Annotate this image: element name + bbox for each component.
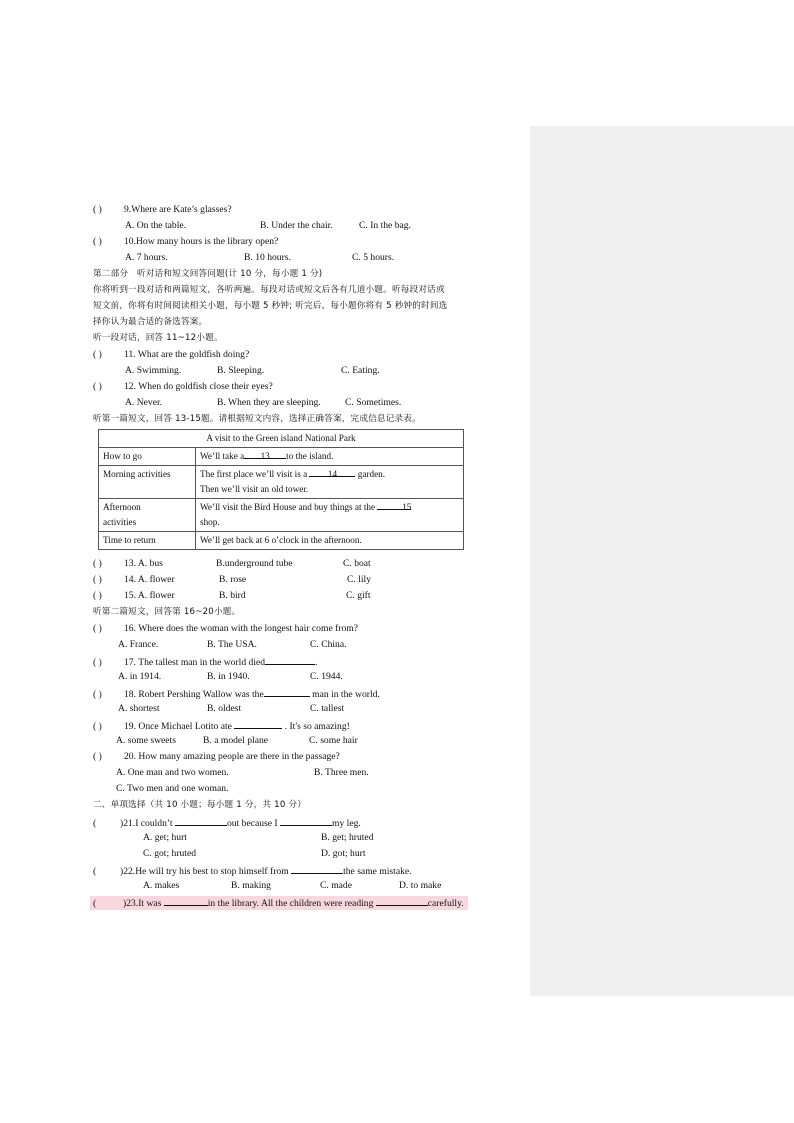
question-stem: the same mistake. [343,866,412,877]
option-b: B. Sleeping. [217,365,265,376]
answer-paren[interactable]: ( [93,818,97,829]
row-text: The first place we’ll visit is a [200,469,310,479]
option-c: C. boat [343,558,371,569]
option-c: C. got; hruted [143,848,197,859]
question-stem: 9.Where are Kate’s glasses? [124,204,232,215]
question-14 [93,574,371,586]
question-22 [93,864,412,878]
table-row [99,448,464,466]
question-stem: my leg. [332,818,361,829]
question-21-options-row2 [143,848,366,860]
option-c: C. China. [310,639,347,650]
question-stem: man in the world. [309,689,380,700]
question-stem: 19. Once Michael Lotito ate [124,721,235,732]
question-stem: I couldn’t [135,818,175,829]
question-10 [93,236,278,248]
question-21 [93,816,361,830]
question-12-options [125,397,401,409]
option-a: A. some sweets [116,735,176,746]
answer-paren[interactable]: ( ) [93,349,102,360]
blank[interactable] [175,816,227,826]
option-b: B. making [231,880,271,891]
row-text: We’ll take a [200,451,245,461]
option-a: A. France. [118,639,159,650]
passage2-note: 听第二篇短文，回答第 16~20小题。 [93,607,241,617]
answer-paren[interactable]: ( ) [93,590,102,601]
question-10-options [125,252,394,264]
blank-14[interactable]: 14 [309,467,355,477]
question-19 [93,719,350,733]
row-content [196,448,464,466]
blank[interactable] [264,687,310,697]
option-b: B. When they are sleeping. [217,397,321,408]
row-content [196,499,464,532]
blank-15[interactable]: 15 [377,500,411,510]
question-number: )23. [123,898,139,909]
question-15 [93,590,371,602]
option-b: B. get; hruted [321,832,374,843]
blank[interactable] [280,816,332,826]
comment-pane [530,126,794,996]
row-label: How to go [99,448,196,466]
row-label [99,499,196,532]
question-13 [93,558,371,570]
row-text: We’ll visit the Bird House and buy things at the [200,502,378,512]
question-16-options [118,639,347,651]
table-row [99,499,464,532]
option-c: C. tallest [310,703,345,714]
blank[interactable] [164,896,208,906]
question-11 [93,349,249,361]
question-stem: It was [138,898,164,909]
question-stem: 20. How many amazing people are there in the passage? [124,751,340,762]
blank-13[interactable]: 13 [244,449,286,459]
option-b: B. in 1940. [207,671,250,682]
row-label-line2: activities [103,517,137,527]
row-text: shop. [200,517,220,527]
question-stem: 16. Where does the woman with the longest hair come from? [124,623,359,634]
table-row [99,532,464,550]
multiple-choice-heading: 二、单项选择（共 10 小题；每小题 1 分，共 10 分） [93,800,307,810]
option-c: C. gift [346,590,371,601]
question-stem: carefully. [427,898,464,909]
question-20-option-c: C. Two men and one woman. [116,783,229,794]
question-16 [93,623,358,635]
passage1-note: 听第一篇短文，回答 13-15题。请根据短文内容，选择正确答案，完成信息记录表。 [93,414,421,424]
option-c: C. 5 hours. [352,252,395,263]
table-header-row [99,430,464,448]
row-label-line1: Afternoon [103,502,141,512]
blank[interactable] [291,864,343,874]
option-a: A. Swimming. [125,365,182,376]
question-stem: out because I [226,818,280,829]
answer-paren[interactable]: ( ) [93,574,102,585]
option-c: C. Sometimes. [345,397,402,408]
option-a: A. makes [143,880,180,891]
option-a: 14. A. flower [124,574,175,585]
row-text: to the island. [286,451,334,461]
blank[interactable] [265,655,315,665]
blank[interactable] [376,896,428,906]
option-b: B. bird [219,590,246,601]
row-content: We’ll get back at 6 o’clock in the afternoon. [196,532,464,550]
option-d: D. to make [399,880,442,891]
question-17 [93,655,317,669]
option-b: B. a model plane [203,735,269,746]
question-20-options [116,767,369,779]
option-b: B.underground tube [216,558,293,569]
answer-paren[interactable]: ( ) [93,558,102,569]
option-a: A. Never. [125,397,163,408]
question-number: )22. [120,866,136,877]
answer-paren[interactable]: ( ) [93,689,102,700]
row-text: Then we’ll visit an old tower. [200,484,309,494]
row-label: Morning activities [99,466,196,499]
option-a: A. 7 hours. [125,252,168,263]
option-a: 13. A. bus [124,558,163,569]
question-20 [93,751,340,763]
option-a: A. get; hurt [143,832,187,843]
option-b: B. 10 hours. [244,252,291,263]
answer-paren[interactable]: ( [93,898,97,909]
part2-intro-line3: 择你认为最合适的备选答案。 [93,317,208,327]
option-d: D. got; hurt [321,848,366,859]
question-stem: . [315,657,318,668]
question-9 [93,204,232,216]
row-content [196,466,464,499]
question-stem: 10.How many hours is the library open? [124,236,279,247]
option-b: B. oldest [207,703,242,714]
question-stem: 17. The tallest man in the world died [124,657,266,668]
info-record-table [98,429,464,550]
question-19-options [116,735,358,747]
answer-paren[interactable]: ( ) [93,721,102,732]
option-a: A. One man and two women. [116,767,229,778]
option-a: A. in 1914. [118,671,162,682]
question-stem: 12. When do goldfish close their eyes? [124,381,273,392]
option-c: C. In the bag. [359,220,411,231]
answer-paren[interactable]: ( ) [93,751,102,762]
question-number: )21. [120,818,136,829]
option-b: B. Three men. [314,767,369,778]
answer-paren[interactable]: ( ) [93,204,102,215]
option-b: B. The USA. [207,639,257,650]
answer-paren[interactable]: ( ) [93,657,102,668]
part2-heading: 第二部分 听对话和短文回答问题(计 10 分，每小题 1 分) [93,269,323,279]
answer-paren[interactable]: ( [93,866,97,877]
option-c: C. lily [347,574,371,585]
option-c: C. some hair [309,735,358,746]
option-c: C. 1944. [310,671,343,682]
part2-intro-line2: 短文前，你将有时间阅读相关小题，每小题 5 秒钟; 听完后，每小题你将有 5 秒钟的时间选 [93,301,448,311]
question-9-options [125,220,411,232]
row-text: garden. [355,469,386,479]
question-stem: 18. Robert Pershing Wallow was the [124,689,264,700]
question-stem: He will try his best to stop himself from [135,866,292,877]
option-c: C. Eating. [341,365,380,376]
option-a: 15. A. flower [124,590,175,601]
question-23-highlighted [90,896,468,910]
question-18 [93,687,380,701]
part2-intro-line1: 你将听到一段对话和两篇短文，各听两遍。每段对话或短文后各有几道小题。听每段对话或 [93,285,445,295]
question-21-options-row1 [143,832,374,844]
option-a: A. On the table. [125,220,187,231]
answer-paren[interactable]: ( ) [93,381,102,392]
option-a: A. shortest [118,703,160,714]
question-stem: in the library. All the children were reading [207,898,376,909]
table-title: A visit to the Green island National Park [99,430,464,448]
question-stem: . It's so amazing! [282,721,350,732]
question-18-options [118,703,344,715]
blank[interactable] [234,719,282,729]
question-22-options [143,880,441,892]
option-b: B. rose [219,574,247,585]
table-row [99,466,464,499]
dialogue-note: 听一段对话，回答 11~12小题。 [93,333,223,343]
row-label: Time to return [99,532,196,550]
question-stem: 11. What are the goldfish doing? [124,349,250,360]
answer-paren[interactable]: ( ) [93,236,102,247]
question-11-options [125,365,380,377]
question-12 [93,381,273,393]
answer-paren[interactable]: ( ) [93,623,102,634]
option-b: B. Under the chair. [260,220,333,231]
question-17-options [118,671,343,683]
option-c: C. made [320,880,352,891]
